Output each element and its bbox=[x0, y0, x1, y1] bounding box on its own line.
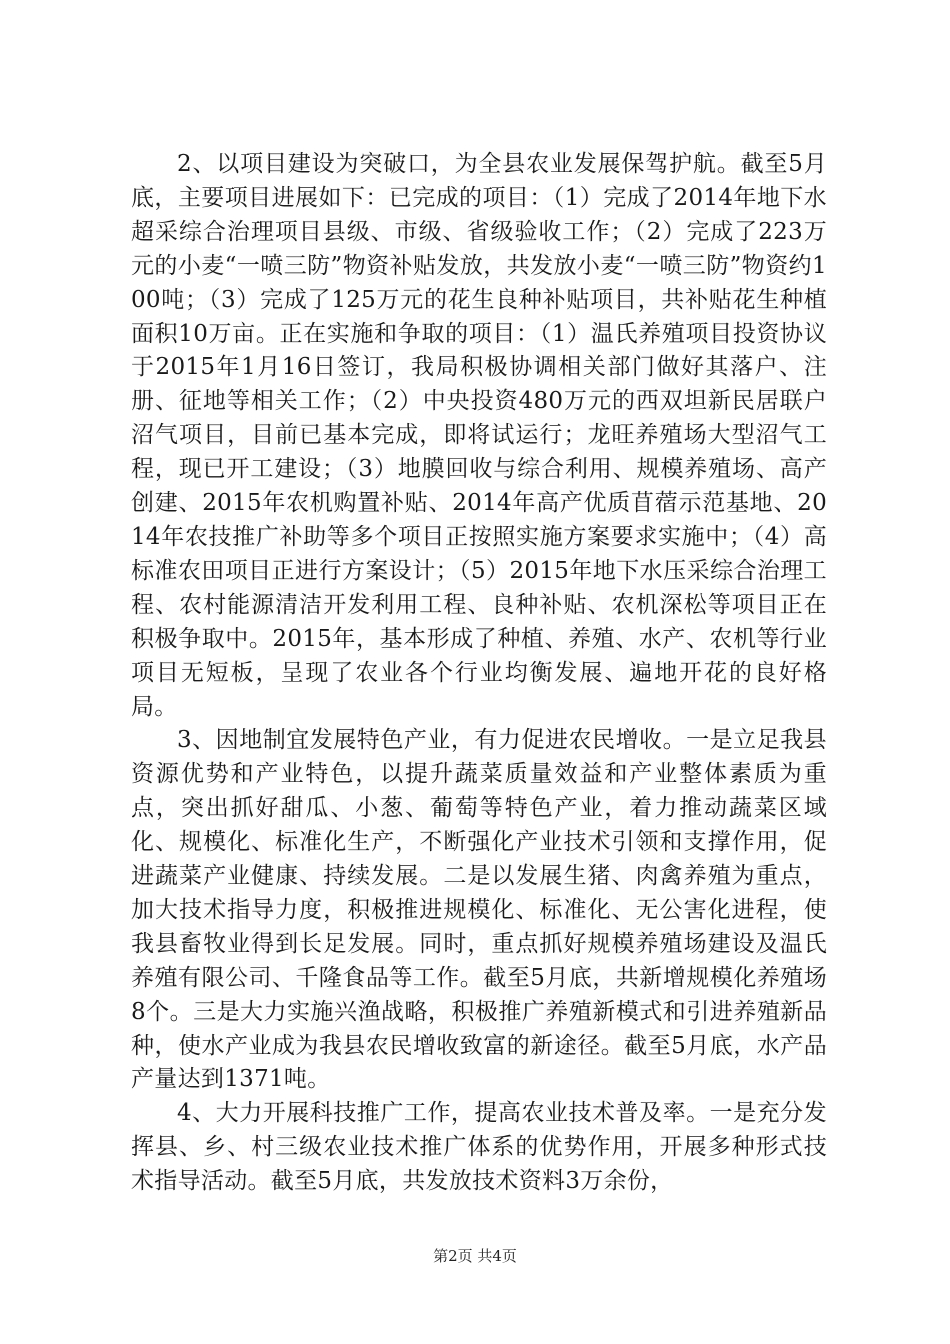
paragraph-project-construction: 2、以项目建设为突破口，为全县农业发展保驾护航。截至5月底，主要项目进展如下：已完成的项目：（1）完成了2014年地下水超采综合治理项目县级、市级、省级验收工作；（2）完成了223万元的小麦“一喷三防”物资补贴发放，共发放小麦“一喷三防”物资约100吨；（3）完成了125万元的花生良种补贴项目，共补贴花生种植面积10万亩。正在实施和争取的项目：（1）温氏养殖项目投资协议于2015年1月16日签订，我局积极协调相关部门做好其落户、注册、征地等相关工作；（2）中央投资480万元的西双坦新民居联户沼气项目，目前已基本完成，即将试运行；龙旺养殖场大型沼气工程，现已开工建设；（3）地膜回收与综合利用、规模养殖场、高产创建、2015年农机购置补贴、2014年高产优质苜蓿示范基地、2014年农技推广补助等多个项目正按照实施方案要求实施中；（4）高标准农田项目正进行方案设计；（5）2015年地下水压采综合治理工程、农村能源清洁开发利用工程、良种补贴、农机深松等项目正在积极争取中。2015年，基本形成了种植、养殖、水产、农机等行业项目无短板，呈现了农业各个行业均衡发展、遍地开花的良好格局。 bbox=[131, 151, 827, 720]
document-body bbox=[131, 148, 827, 1199]
paragraph-specialty-industry: 3、因地制宜发展特色产业，有力促进农民增收。一是立足我县资源优势和产业特色，以提升蔬菜质量效益和产业整体素质为重点，突出抓好甜瓜、小葱、葡萄等特色产业，着力推动蔬菜区域化、规模化、标准化生产，不断强化产业技术引领和支撑作用，促进蔬菜产业健康、持续发展。二是以发展生猪、肉禽养殖为重点，加大技术指导力度，积极推进规模化、标准化、无公害化进程，使我县畜牧业得到长足发展。同时，重点抓好规模养殖场建设及温氏养殖有限公司、千隆食品等工作。截至5月底，共新增规模化养殖场8个。三是大力实施兴渔战略，积极推广养殖新模式和引进养殖新品种，使水产业成为我县农民增收致富的新途径。截至5月底，水产品产量达到1371吨。 bbox=[131, 727, 827, 1093]
page-number-footer: 第2页 共4页 bbox=[433, 1247, 517, 1265]
paragraph-tech-promotion: 4、大力开展科技推广工作，提高农业技术普及率。一是充分发挥县、乡、村三级农业技术推广体系的优势作用，开展多种形式技术指导活动。截至5月底，共发放技术资料3万余份， bbox=[131, 1100, 827, 1195]
